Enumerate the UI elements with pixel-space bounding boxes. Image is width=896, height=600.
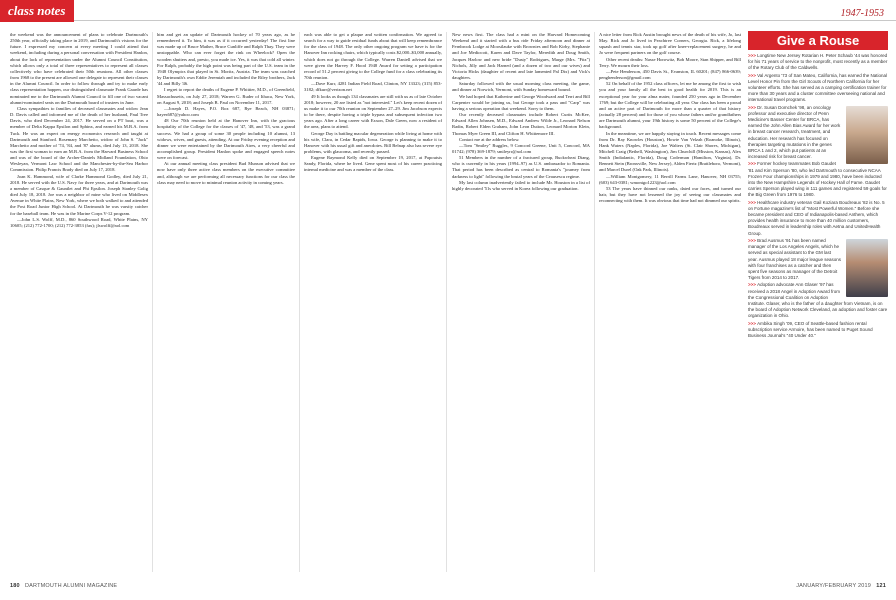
- arrow-icon: >>>: [748, 161, 758, 167]
- page-number-right: 121: [876, 583, 886, 589]
- sidebar-item: >>> Former hockey teammates Bob Gaudet '81 and Kim Sperson '80, who led Dartmouth to consecutive NCAA Frozen Four championships in 1979 and 1980, have been inducted into the New Hampshire Legends of Hockey Hall of Fame. Gaudet carries Sperson played wing in 111 games and registered 59 goals for the Big Green from 1976 to 1980.: [748, 161, 887, 198]
- paragraph: I regret to report the deaths of Eugene P. Whittier, M.D., of Greenfield, Massachusetts, on July 27, 2018; Warren G. Ruder of Ithaca, New York, on August 9, 2018; and Joseph B. Paul on November 11, 2017.: [157, 87, 295, 105]
- column-divider: [152, 32, 153, 572]
- paragraph: —William Montgomery, 11 Berrill Farms Lane, Hanover, NH 03755; (603) 643-0381; wmontgo1223@aol.com: [599, 173, 741, 185]
- paragraph: Eugene Raymond Kelly died on September 19, 2017, at Papoutsis Sandy, Florida, where he lived. Gene spent most of his career practicing internal medicine and was a member of the class.: [304, 155, 442, 173]
- text-column-1: [10, 32, 148, 572]
- paragraph: A nice letter from Rick Austin brought news of the death of his wife, Jo, last May. Rick and Jo lived in Peachtree Corners, Georgia. Rick, a lifelong squash and tennis star, took up golf after knee-replacement surgery, he and Jo were frequent partners on the golf course.: [599, 32, 741, 56]
- page-number-left: 180: [10, 583, 20, 589]
- paragraph: —Tom "Smiley" Ruggles, 9 Concord Greene, Unit 5, Concord, MA 01742; (978) 369-1879; smileyrr@aol.com: [452, 142, 590, 154]
- paragraph: Joan K. Hammond, wife of Clarke Hammond Godley, died July 21, 2018. He served with the U.S. Navy for three years, and at Dartmouth was a member of Casque & Gauntlet and Phi Epsilon. Joseph Stanley Golig died July 18, 2018. Joe was a neighbor of mine who lived on Middlesex Avenue in White Plains, New York, where we both walked to and attended the Post Road Junior High School. At Dartmouth he was varsity catcher for the baseball team. He was in the Marine Corps V-12 program.: [10, 173, 148, 216]
- class-years: 1947-1953: [840, 8, 884, 19]
- paragraph: Saturday followed with the usual morning class meeting, the game, and dinner at Norwich, Vermont, with Sunday homeward bound.: [452, 81, 590, 93]
- paragraph: each was able to get a plaque and written confirmation. We agreed to search for a way to guide residual funds about that will keep remembrance for the class of 1948. The only other ongoing program we have is for the Hanover Inn rocking chairs, which typically costs $2,000–$3,000 annually, which does not go through the College. Warren Daniell advised that we were given the Harvey F. Hood 1948 Award for setting a participation record of 51.2 percent giving to the College fund for a class celebrating its 70th reunion.: [304, 32, 442, 81]
- paragraph: George Day is battling macular degeneration while living at home with his wife, Clara, in Cedar Rapids, Iowa. George is planning to make it to Hanover with his usual gift and anecdotes. Bill Belnap also has severe eye problems, with glaucoma, and recently passed.: [304, 130, 442, 154]
- issue-date: JANUARY/FEBRUARY 2019: [796, 583, 872, 589]
- text-column-5: [599, 32, 741, 572]
- paragraph: Class sympathies to families of deceased classmates and widow Jean D. Davis called and informed me of the death of her husband, Paul Tree Davis, who died December 24, 2017. He served on a PT boat, was a member of Delta Kappa Epsilon and Sphinx, and earned his M.B.A. from Tuck. He was an expert on energy economics research and taught at Dartmouth and Stanford. Rosemary Marchetto, widow of John S. "Jack" Marchetto and mother of '74, '84, and '87 alums, died July 13, 2018. She was the first woman to earn an M.B.A. from the Harvard Business School and was of the board of the Archer-Daniels Midland Foundation, Ohio Wesleyan, Vermont Law School and the Manchester-by-the-Sea Harbor Commission. Philip Francis Brady died on July 17, 2018.: [10, 105, 148, 173]
- paragraph: 48 Our 70th reunion held at the Hanover Inn, with the gracious hospitality of the College for the classes of '47, '48, and '53, was a grand success. We had a group of some 30 people including 10 alumni, 13 widows, wives, and guests, attending. At our Friday evening reception and dinner we were entertained by the Dartmouth Aires, a very cheerful and accomplished group. President Hanlon spoke and engaged speech notes were on forecast.: [157, 118, 295, 161]
- sidebar-item: >>> Brad Ausmus '91 has been named manager of the Los Angeles Angels, which he served as special assistant to the GM last year. Ausmus played 18 major league seasons with four franchises as a catcher and then spent five seasons as manager of the Detroit Tigers from 2014 to 2017.: [748, 237, 842, 281]
- sidebar-item: >>> Dr. Susan Domchek '98, an oncology professor and executive director of Penn Medicine's Basser Center for BRCA, has earned the John Allen Bias Award for her work in breast cancer research, treatment, and education. Her research has focused on therapies targeting mutations in the genes BRCA 1 and 2, which put patients at an increased risk for breast cancer.: [748, 104, 841, 160]
- header-rule: [74, 20, 896, 21]
- sidebar-item: >>> Healthcare industry veteran Gail Koziara Boudreaux '82 is No. 5 on Fortune magazine's list of "Most Powerful Women." Before she became president and CEO of Indianapolis-based Anthem, which provides health insurance to more than 40 million customers, Boudreaux served in leadership roles with Aetna and UnitedHealth Group.: [748, 199, 885, 236]
- paragraph: We had hoped that Katherine and George Woodward and Terri and Bill Carpenter would be joining us, but George took a pass and "Carp" was having a serious operation that weekend. Sorry to them.: [452, 93, 590, 111]
- text-column-3: [304, 32, 442, 572]
- paragraph: the weekend was the announcement of plans to celebrate Dartmouth's 250th year, officially taking place in 2019, and Dartmouth's visions for the future. I expressed my concern at every meeting I could attend that weekend, including during a personal conversation with President Hanlon, about the lack of representation under the Alumni Council Constitution, which allows only a total of three representatives to represent all classes collectively who have celebrated their 50th reunions. All other classes from 1968 to the present are allowed one delegate to represent their classes in the Alumni Council. In order to follow through and try to make early class representation happen, our distinguished classmate Frank Gaarde has nominated me to the Dartmouth Alumni Council to fill one of two vacant alumni-nominated seats on the Dartmouth board of trustees in June.: [10, 32, 148, 105]
- sidebar-title: Give a Rouse: [748, 31, 888, 50]
- paragraph: My last column inadvertently failed to include Mr. Houston in a list of highly decorated '51s who served in Korea following our graduation.: [452, 179, 590, 191]
- paragraph: —Pete Henderson, 450 Davis St., Evanston, IL 60201; (847) 866-0639; penghenderson@gmail.com: [599, 68, 741, 81]
- arrow-icon: >>>: [748, 53, 758, 58]
- section-title: class notes: [8, 3, 66, 18]
- paragraph: 52 On behalf of the 1952 class officers, let me be among the first to wish you and your family all the best in good health for 2019. This is an exceptional year for your alma mater, founded 250 years ago in December 1769; but the College will be celebrating all year. Our class has been a proud and an active part of Dartmouth for more than a quarter of that history (actually 28 percent) and for those of you whose fathers and/or grandfathers are Dartmouth alumni, your 19th history is some 50 percent of the College's background.: [599, 81, 741, 130]
- paragraph: New news first. The class had a mini on the Harvard Homecoming Weekend and it started with a bus ride Friday afternoon and dinner at Fernbrook Lodge at Moosilauke with Brownies and Bob Kirby, Stephanie and Joe Mediocott, Karen and Dave Taylor, Meredith and Doug Smith, Jacques Harlow and new bride "Dusty" Rodrigues, Marge (Mrs. "Fitz") Nichols, Jilly and Jack Harned (and a dozen of two and our wives) and Victoria Hicks (daughter of recent and late lamented Pal Dix) and Vick's daughters.: [452, 32, 590, 81]
- sidebar-item: >>> Val Argento '73 of San Mateo, California, has earned the National Level Honor Pin from the Girl Scouts of Northern California for her volunteer efforts. She has served as a camping certification trainer for more than 30 years and a cluster committee overseeing national and international travel programs.: [748, 72, 887, 103]
- arrow-icon: >>>: [748, 72, 758, 78]
- sidebar-body: [748, 50, 888, 339]
- paragraph: 49 It looks as though 134 classmates are still with us as of late October 2018; however, 20 are listed as "not interested." Let's keep recent dozen of us make it to our 70th reunion on September 27–29. Jim Jacobson expects to be there, despite having a triple bypass and subsequent infection two years ago. After a long career with Exxon, Dale Green, now a resident of the area, plans to attend.: [304, 93, 442, 130]
- paragraph: 51 Members in the number of a fractured group, Buckwheat Diang, who is currently in his years (1994–97) as U.S. ambassador to Romania. That period has been described as central to Romania's "journey from darkness to light" following the brutal years of the Ceausescu regime.: [452, 155, 590, 179]
- paragraph: —Dave Kurr, 4281 Indian Field Road, Clinton, NY 13323; (315) 853-3182; dfkurr@verizon.net: [304, 81, 442, 93]
- sidebar-item: >>> Ambika Singh '09, CEO of Seattle-based fashion rental subscription service Armoire, has been named to Puget Sound Business Journal's "40 Under 40.": [748, 320, 873, 338]
- right-footer: [796, 583, 886, 589]
- paragraph: Other recent deaths: Nasse Horowitz, Bob Moore, Stan Shipper, and Bill Terry. We mourn their loss.: [599, 56, 741, 68]
- give-a-rouse-sidebar: [748, 31, 888, 571]
- column-divider: [446, 32, 447, 572]
- arrow-icon: >>>: [748, 237, 758, 243]
- portrait-photo: [846, 106, 888, 164]
- publication-name: DARTMOUTH ALUMNI MAGAZINE: [24, 583, 118, 589]
- sidebar-item: >>> Adoption advocate Ann Glaser '97 has received a 2018 Angel in Adoption Award from the Congressional Coalition on Adoption Institute. Glaser, who is the father of a daughter from Vietnam, is on the board of Adoption Network Cleveland, an adoption and foster care organization in Ohio.: [748, 282, 888, 319]
- paragraph: 53 The years have thinned our ranks, dated our faces, and turned our hair, but they have not lessened the joy of seeing our classmates and reconnecting with them. It was obvious that time had not dimmed our spirits.: [599, 185, 741, 204]
- paragraph: —John L.S. Wolff, M.D., 860 Southwood Road, White Plains, NY 10605; (212) 772-1700; (212) 772-3853 (fax); jlswolff@aol.com: [10, 216, 148, 228]
- left-footer: [10, 583, 117, 589]
- paragraph: Contact me at the address below.: [459, 136, 520, 142]
- text-column-2: [157, 32, 295, 572]
- text-column-4: [452, 32, 590, 572]
- arrow-icon: >>>: [748, 199, 758, 205]
- arrow-icon: >>>: [748, 104, 758, 110]
- paragraph: him and get an update of Dartmouth hockey of 70 years ago, as he remembered it. To him, it was as if it occurred yesterday! The first line was made up of Bruce Mather, Bruce Cunliffe and Ralph Thay. They were unstoppable. Who can ever forget the rink on Wheelock? Open the wooden shutters and, presto, you made ice. Yes, it was that cold all winter. For Ralph, probably the high point was being part of the U.S. team in the 1948 Olympics that played in St. Moritz, Austria. The team was coached by Dartmouth's own Eddie Jeremiah and included the Riley brothers, Jack '44 and Billy '46.: [157, 32, 295, 87]
- arrow-icon: >>>: [748, 282, 758, 288]
- column-divider: [594, 32, 595, 572]
- portrait-photo: [846, 239, 888, 297]
- arrow-icon: >>>: [748, 320, 758, 326]
- class-notes-header: [0, 0, 896, 22]
- paragraph: —Joseph D. Hayes, P.O. Box 687, Rye Beach, NH 03871; hayes687@yahoo.com: [157, 105, 295, 118]
- paragraph: Our recently deceased classmates include Robert Curtis McKee, Edward Allen Johnsen, M.D., Edward Andrew Wilde Jr., Leonard Nelson Radin, Robert Elden Graham, John Leon Dutton, Leonard Morton Klein, Thomas Myer Green III, and Clifton H. Whittemore III.: [452, 112, 590, 136]
- paragraph: At our annual meeting class president Bud Munson advised that we now have only three active class members on the executive committee and, although we are performing all necessary functions for our class the class may need to move to minimal reunion activity in coming years.: [157, 161, 295, 185]
- paragraph: In the meantime, we are happily staying in touch. Recent messages come from Dr. Ray Knowles (Houston), Howie Van Velzah (Roanoke, Illinois), Hank Waters (Naples, Florida), Joe Walters (St. Clair Shores, Michigan), Mitchell Craig (Bethell, Washington), Jim Churchill (Mission, Kansas), Alex Smith (Indialantic, Florida), Doug Coderman (Hamilton, Virginia), Dr. Bennett Stein (Bronxville, New Jersey), Alden Fiertz (Brattleboro, Vermont), and Marcel Durel (Oak Park, Illinois).: [599, 130, 741, 173]
- column-divider: [299, 32, 300, 572]
- sidebar-item: >>> Longtime New Jersey Rotarian H. Peter Schaub '44 was honored for his 71 years of service to the nonprofit, most recently as a member of the Rotary Club of the Caldwells.: [748, 53, 888, 71]
